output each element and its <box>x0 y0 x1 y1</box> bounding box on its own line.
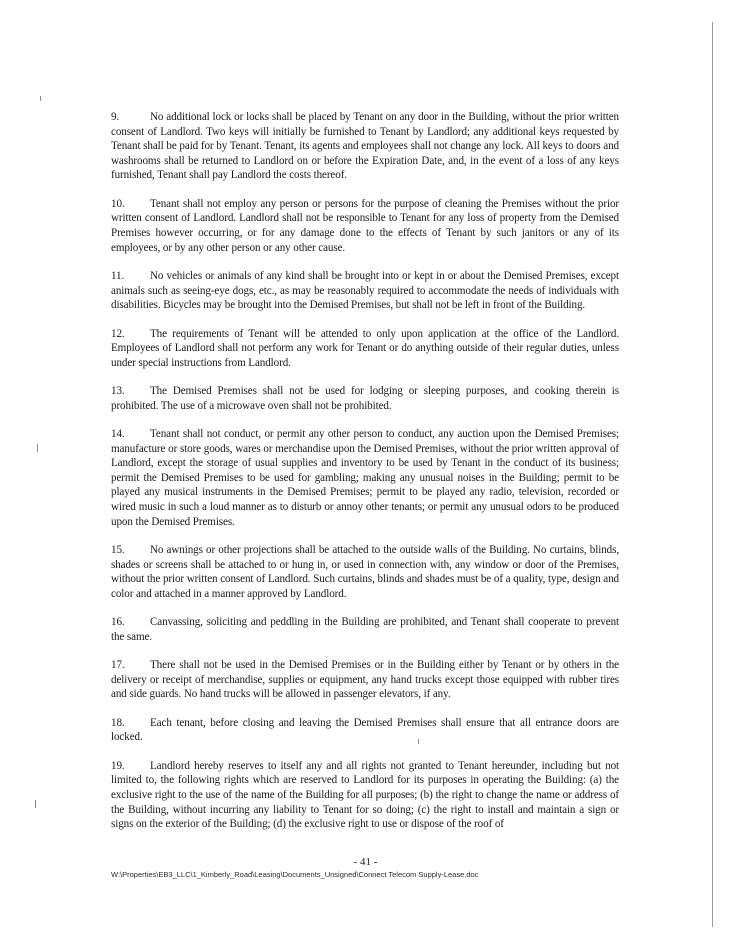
paragraph-number: 19. <box>111 759 125 772</box>
paragraph-number: 12. <box>111 327 125 340</box>
paragraph-text: No awnings or other projections shall be attached to the outside walls of the Building. No curtains, blinds, shades or screens shall be attached to or hung in, or used in connection with, any window or door of the Premises, without the prior written consent of Landlord. Such curtains, blinds and shades must be of a quality, type, design and color and attached in a manner approved by Landlord. <box>111 544 619 600</box>
paragraph-text: The requirements of Tenant will be attended to only upon application at the office of the Landlord. Employees of Landlord shall not perform any work for Tenant or do anything outside of their regular duties, unless under special instructions from Landlord. <box>111 327 619 369</box>
paragraph-9 <box>111 110 619 183</box>
page-number: - 41 - <box>353 856 378 868</box>
paragraph-text: No vehicles or animals of any kind shall be brought into or kept in or about the Demised Premises, except animals such as seeing-eye dogs, etc., as may be reasonably required to accommodate the needs of individuals with disabilities. Bicycles may be brought into the Demised Premises, but shall not be left in front of the Building. <box>111 269 619 312</box>
document-body <box>111 110 619 846</box>
paragraph-number: 18. <box>111 716 125 729</box>
paragraph-15 <box>111 543 619 601</box>
paragraph-text: The Demised Premises shall not be used for lodging or sleeping purposes, and cooking therein is prohibited. The use of a microwave oven shall not be prohibited. <box>111 385 619 412</box>
paragraph-number: 11. <box>111 269 125 282</box>
paragraph-10 <box>111 197 619 255</box>
paragraph-text: No additional lock or locks shall be placed by Tenant on any door in the Building, without the prior written consent of Landlord. Two keys will initially be furnished to Tenant by Landlord; any additional keys requested by Tenant shall be paid for by Tenant. Tenant, its agents and employees shall not change any lock. All keys to doors and washrooms shall be returned to Landlord on or before the Expiration Date, and, in the event of a loss of any keys furnished, Tenant shall pay Landlord the costs thereof. <box>111 111 619 182</box>
paragraph-number: 14. <box>111 428 125 441</box>
paragraph-number: 10. <box>111 197 125 210</box>
paragraph-number: 15. <box>111 544 125 557</box>
paragraph-number: 16. <box>111 616 125 629</box>
paragraph-13 <box>111 384 619 413</box>
paragraph-number: 13. <box>111 385 125 398</box>
paragraph-12 <box>111 327 619 371</box>
scan-mark <box>35 800 36 808</box>
paragraph-number: 9. <box>111 111 120 123</box>
paragraph-text: Tenant shall not conduct, or permit any other person to conduct, any auction upon the Demised Premises; manufacture or store goods, wares or merchandise upon the Demised Premises, without the prior written approval of Landlord, except the storage of usual supplies and inventory to be used by Tenant in the conduct of its business; permit the Demised Premises to be used for gambling; making any unusual noises in the Building; permit to be played any musical instruments in the Demised Premises; permit to be played any radio, television, recorded or wired music in such a loud manner as to disturb or annoy other tenants; or permit any unusual odors to be produced upon the Demised Premises. <box>111 428 619 528</box>
scan-mark <box>40 96 41 101</box>
paragraph-number: 17. <box>111 659 125 672</box>
paragraph-16 <box>111 615 619 644</box>
paragraph-text: Landlord hereby reserves to itself any and all rights not granted to Tenant hereunder, including but not limited to, the following rights which are reserved to Landlord for its purposes in operating the Building: (a) the exclusive right to the use of the name of the Building for all purposes; (b) the right to change the name or address of the Building, without incurring any liability to Tenant for so doing; (c) the right to install and maintain a sign or signs on the exterior of the Building; (d) the exclusive right to use or dispose of the roof of <box>111 759 619 831</box>
paragraph-17 <box>111 658 619 702</box>
file-path-footer: W:\Properties\EB3_LLC\1_Kimberly_Road\Leasing\Documents_Unsigned\Connect Telecom Supply-Lease.doc <box>111 870 479 879</box>
paragraph-11 <box>111 269 619 313</box>
paragraph-19 <box>111 759 619 832</box>
paragraph-18 <box>111 716 619 745</box>
paragraph-text: There shall not be used in the Demised Premises or in the Building either by Tenant or by others in the delivery or receipt of merchandise, supplies or equipment, any hand trucks except those equipped with rubber tires and side guards. No hand trucks will be allowed in passenger elevators, if any. <box>111 659 619 701</box>
page-edge-line <box>712 22 713 927</box>
paragraph-text: Canvassing, soliciting and peddling in the Building are prohibited, and Tenant shall cooperate to prevent the same. <box>111 616 619 643</box>
paragraph-14 <box>111 427 619 529</box>
paragraph-text: Tenant shall not employ any person or persons for the purpose of cleaning the Premises without the prior written consent of Landlord. Landlord shall not be responsible to Tenant for any loss of property from the Demised Premises however occurring, or for any damage done to the effects of Tenant by such janitors or any of its employees, or by any other person or any other cause. <box>111 197 619 254</box>
paragraph-text: Each tenant, before closing and leaving the Demised Premises shall ensure that all entrance doors are locked. <box>111 716 619 744</box>
scan-mark <box>37 444 38 452</box>
